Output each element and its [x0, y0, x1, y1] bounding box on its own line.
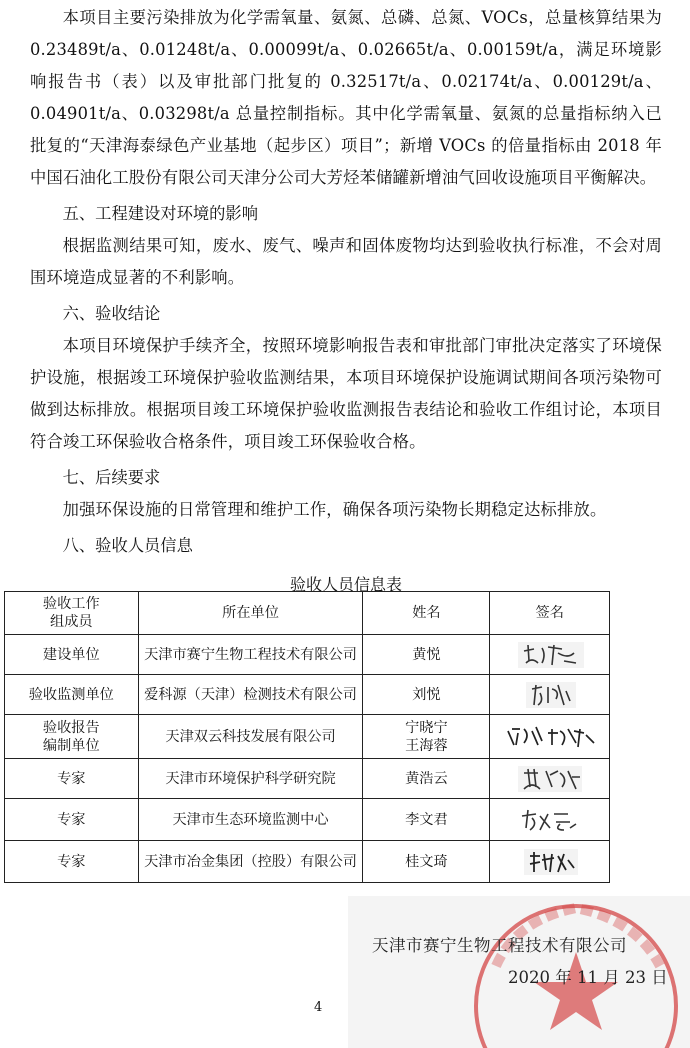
- cell-unit: 爱科源（天津）检测技术有限公司: [138, 675, 363, 715]
- page-number: 4: [314, 1000, 323, 1015]
- signature-image: [512, 804, 588, 836]
- table-row: [5, 759, 610, 799]
- cell-role: 专家: [5, 799, 139, 841]
- header-sign: 签名: [490, 592, 610, 635]
- cell-unit: 天津市冶金集团（控股）有限公司: [138, 841, 363, 883]
- cell-signature: [490, 675, 610, 715]
- heading-section-8: 八、验收人员信息: [62, 536, 193, 555]
- personnel-table: [4, 591, 610, 883]
- table-row: [5, 675, 610, 715]
- table-header-row: [5, 592, 610, 635]
- paragraph-environment-impact: 根据监测结果可知，废水、废气、噪声和固体废物均达到验收执行标准，不会对周围环境造成显著的不利影响。: [30, 236, 662, 287]
- cell-name: 李文君: [363, 799, 490, 841]
- header-name: 姓名: [363, 592, 490, 635]
- cell-name: 黄浩云: [363, 759, 490, 799]
- cell-role: 验收报告编制单位: [5, 715, 139, 759]
- heading-section-5: 五、工程建设对环境的影响: [62, 204, 258, 223]
- table-title: 验收人员信息表: [289, 575, 402, 594]
- heading-section-7: 七、后续要求: [62, 468, 161, 487]
- cell-name: 刘悦: [363, 675, 490, 715]
- table-row: [5, 715, 610, 759]
- paragraph-conclusion: 本项目环境保护手续齐全，按照环境影响报告表和审批部门审批决定落实了环境保护设施，根据竣工环境保护验收监测结果，本项目环境保护设施调试期间各项污染物可做到达标排放。根据项目竣工环境保护验收监测报告表结论和验收工作组讨论，本项目符合竣工环保验收合格条件，项目竣工环保验收合格。: [30, 336, 662, 451]
- document-body: [30, 0, 662, 602]
- cell-signature: [490, 635, 610, 675]
- cell-signature: [490, 715, 610, 759]
- cell-unit: 天津市赛宁生物工程技术有限公司: [138, 635, 363, 675]
- heading-section-6: 六、验收结论: [62, 304, 161, 323]
- paragraph-total-emission: 本项目主要污染排放为化学需氧量、氨氮、总磷、总氮、VOCs，总量核算结果为 0.23489t/a、0.01248t/a、0.00099t/a、0.02665t/a、0.00159t/a，满足环境影响报告书（表）以及审批部门批复的 0.32517t/a、0.02174t/a、0.00129t/a、0.04901t/a、0.03298t/a 总量控制指标。其中化学需氧量、氨氮的总量指标纳入已批复的“天津海泰绿色产业基地（起步区）项目”；新增 VOCs 的倍量指标由 2018 年中国石油化工股份有限公司天津分公司大芳烃苯储罐新增油气回收设施项目平衡解决。: [30, 8, 662, 187]
- stamp-date: 2020 年 11 月 23 日: [508, 968, 668, 987]
- cell-role: 专家: [5, 759, 139, 799]
- table-row: [5, 841, 610, 883]
- cell-name: 宁晓宁 王海蓉: [363, 715, 490, 759]
- header-role: 验收工作组成员: [5, 592, 139, 635]
- cell-unit: 天津双云科技发展有限公司: [138, 715, 363, 759]
- cell-unit: 天津市环境保护科学研究院: [138, 759, 363, 799]
- cell-name: 黄悦: [363, 635, 490, 675]
- signature-image: [502, 721, 598, 753]
- header-unit: 所在单位: [138, 592, 363, 635]
- cell-signature: [490, 841, 610, 883]
- table-row: [5, 799, 610, 841]
- paragraph-follow-up: 加强环保设施的日常管理和维护工作，确保各项污染物长期稳定达标排放。: [62, 500, 607, 519]
- cell-role: 建设单位: [5, 635, 139, 675]
- cell-signature: [490, 759, 610, 799]
- cell-role: 专家: [5, 841, 139, 883]
- cell-role: 验收监测单位: [5, 675, 139, 715]
- signature-image: [512, 639, 588, 671]
- signature-image: [510, 763, 590, 795]
- signature-image: [512, 846, 588, 878]
- cell-name: 桂文琦: [363, 841, 490, 883]
- cell-unit: 天津市生态环境监测中心: [138, 799, 363, 841]
- cell-signature: [490, 799, 610, 841]
- signature-image: [512, 679, 588, 711]
- stamp-company-name: 天津市赛宁生物工程技术有限公司: [372, 936, 627, 955]
- table-row: [5, 635, 610, 675]
